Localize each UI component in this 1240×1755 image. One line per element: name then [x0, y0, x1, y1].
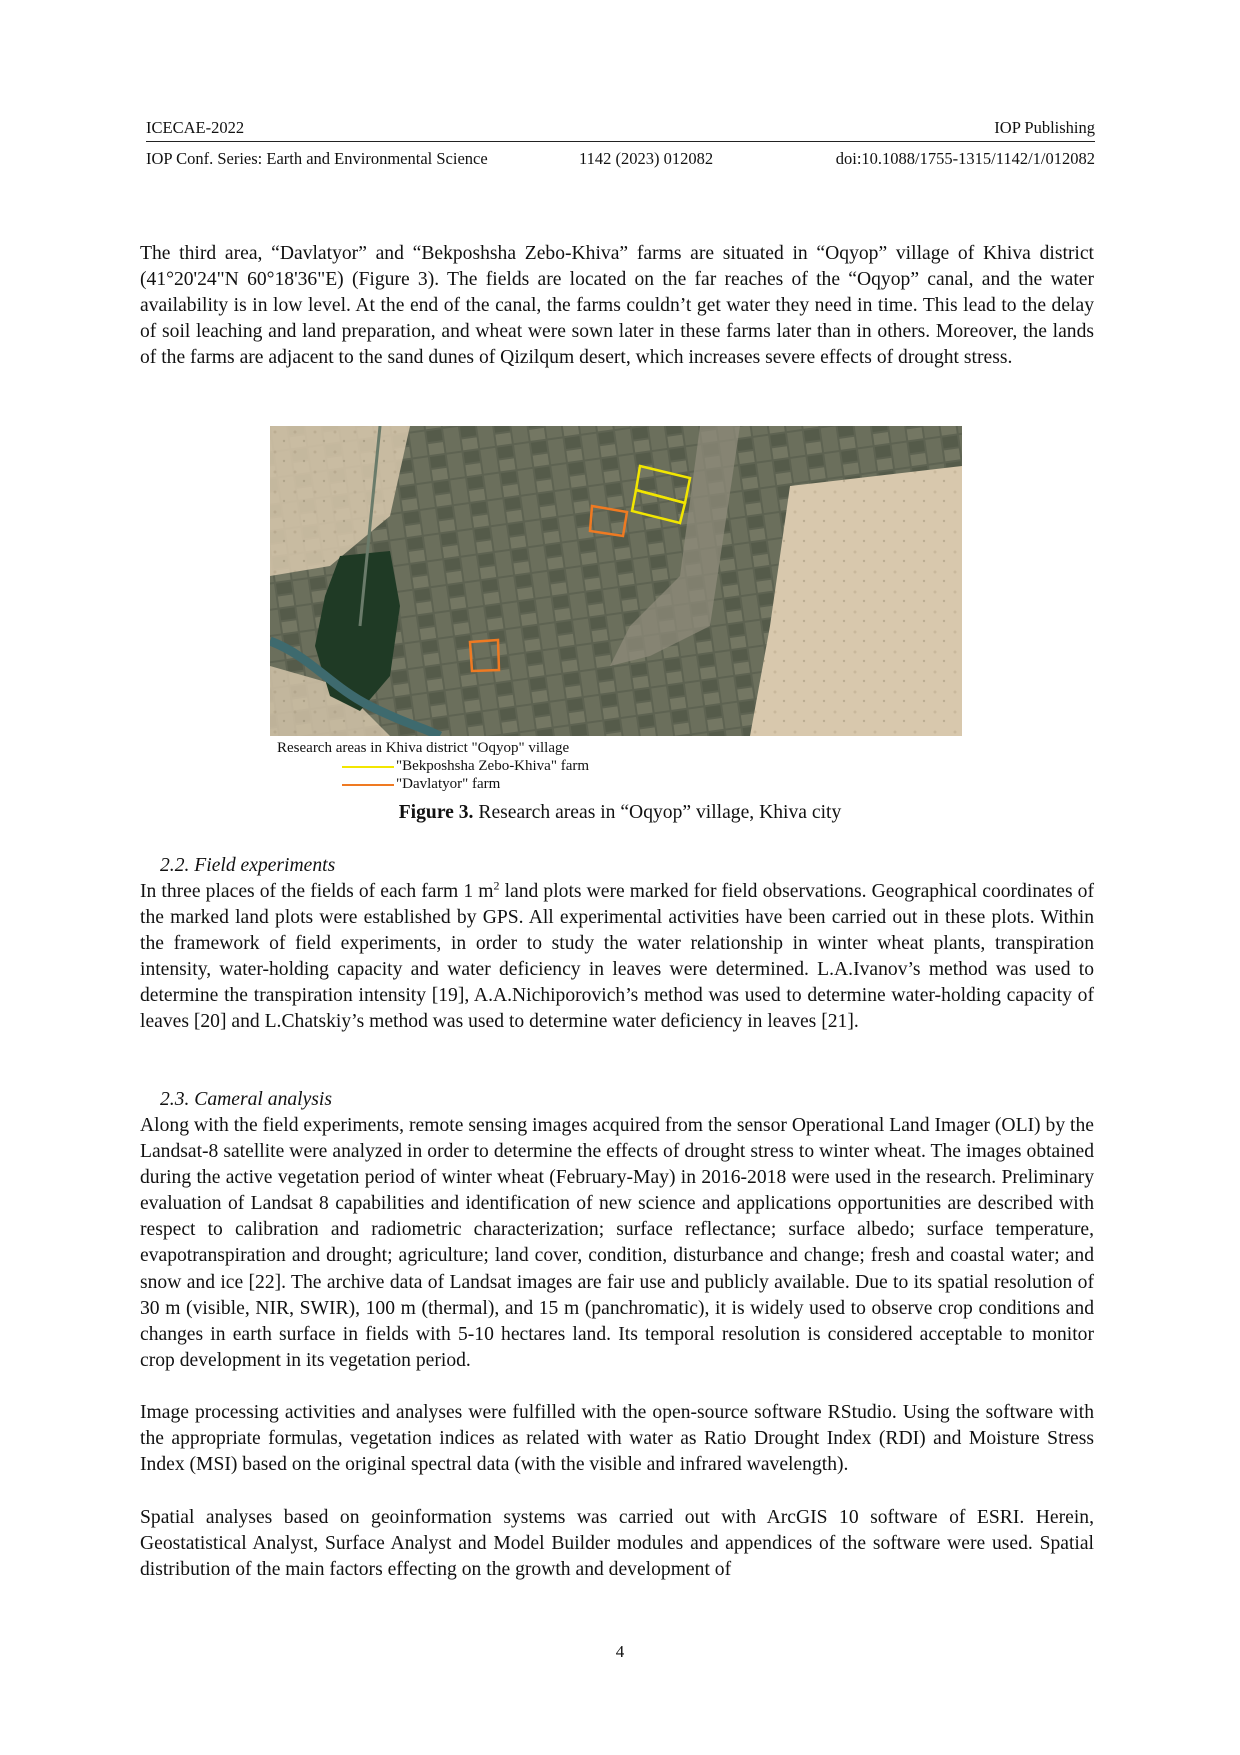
legend-label: "Bekposhsha Zebo-Khiva" farm [396, 758, 590, 774]
field-experiments-text-a: In three places of the fields of each farm 1 m [140, 881, 494, 902]
legend-item [277, 776, 569, 794]
field-experiments-text-b: land plots were marked for field observations. Geographical coordinates of the marked land plots were established by GPS. All experimental activities have been carried out in these plots. Within the framework of field experiments, in order to study the water relationship in winter wheat plants, transpiration intensity, water-holding capacity and water deficiency in leaves were determined. L.A.Ivanov’s method was used to determine the transpiration intensity [19], A.A.Nichiporovich’s method was used to determine water-holding capacity of leaves [20] and L.Chatskiy’s method was used to determine water deficiency in leaves [21]. [140, 881, 1094, 1033]
field-experiments-paragraph [140, 879, 1094, 1036]
legend-title: Research areas in Khiva district "Oqyop" village [277, 740, 570, 756]
conference-name: ICECAE-2022 [146, 118, 245, 137]
cameral-analysis-paragraph-1: Along with the field experiments, remote sensing images acquired from the sensor Operational Land Imager (OLI) by the Landsat-8 satellite were analyzed in order to determine the effects of drought stress to winter wheat. The images obtained during the active vegetation period of winter wheat (February-May) in 2016-2018 were used in the research. Preliminary evaluation of Landsat 8 capabilities and identification of new science and applications opportunities are described with respect to calibration and radiometric characterization; surface reflectance; surface albedo; surface temperature, evapotranspiration and drought; agriculture; land cover, condition, disturbance and change; fresh and coastal water; and snow and ice [22]. The archive data of Landsat images are fair use and publicly available. Due to its spatial resolution of 30 m (visible, NIR, SWIR), 100 m (thermal), and 15 m (panchromatic), it is widely used to observe crop conditions and changes in earth surface in fields with 5-10 hectares land. Its temporal resolution is considered acceptable to monitor crop development in its vegetation period. [140, 1115, 1094, 1371]
header-rule [146, 141, 1095, 142]
section-title-field-experiments: 2.2. Field experiments [160, 855, 336, 876]
doi: doi:10.1088/1755-1315/1142/1/012082 [835, 149, 1095, 168]
series-name: IOP Conf. Series: Earth and Environmental Science [146, 149, 488, 168]
legend-label: "Davlatyor" farm [396, 776, 501, 792]
figure-caption-text: Research areas in “Oqyop” village, Khiva city [478, 802, 842, 823]
page-number: 4 [615, 1642, 625, 1661]
cameral-analysis-paragraph-3: Spatial analyses based on geoinformation systems was carried out with ArcGIS 10 software of ESRI. Herein, Geostatistical Analyst, Surface Analyst and Model Builder modules and appendices of the software were used. Spatial distribution of the main factors effecting on the growth and development of [140, 1507, 1094, 1581]
publisher-name: IOP Publishing [994, 118, 1095, 137]
legend-item [277, 758, 590, 776]
legend-line-orange [342, 784, 394, 786]
satellite-map-image [270, 426, 962, 736]
superscript-2: 2 [493, 878, 500, 893]
section-title-cameral-analysis: 2.3. Cameral analysis [160, 1089, 332, 1110]
figure-caption-label: Figure 3. [398, 802, 474, 823]
intro-paragraph: The third area, “Davlatyor” and “Bekposhsha Zebo-Khiva” farms are situated in “Oqyop” village of Khiva district (41°20'24"N 60°18'36"E) (Figure 3). The fields are located on the far reaches of the “Oqyop” canal, and the water availability is in low level. At the end of the canal, the farms couldn’t get water they need in time. This lead to the delay of soil leaching and land preparation, and wheat were sown later in these farms later than in others. Moreover, the lands of the farms are adjacent to the sand dunes of Qizilqum desert, which increases severe effects of drought stress. [140, 243, 1094, 369]
figure-legend [277, 740, 590, 794]
cameral-analysis-paragraph-2: Image processing activities and analyses were fulfilled with the open-source software RStudio. Using the software with the appropriate formulas, vegetation indices as related with water as Ratio Drought Index (RDI) and Moisture Stress Index (MSI) based on the original spectral data (with the visible and infrared wavelength). [140, 1402, 1094, 1476]
figure-caption [0, 800, 1240, 826]
volume-info: 1142 (2023) 012082 [579, 149, 714, 168]
legend-line-yellow [342, 766, 394, 768]
